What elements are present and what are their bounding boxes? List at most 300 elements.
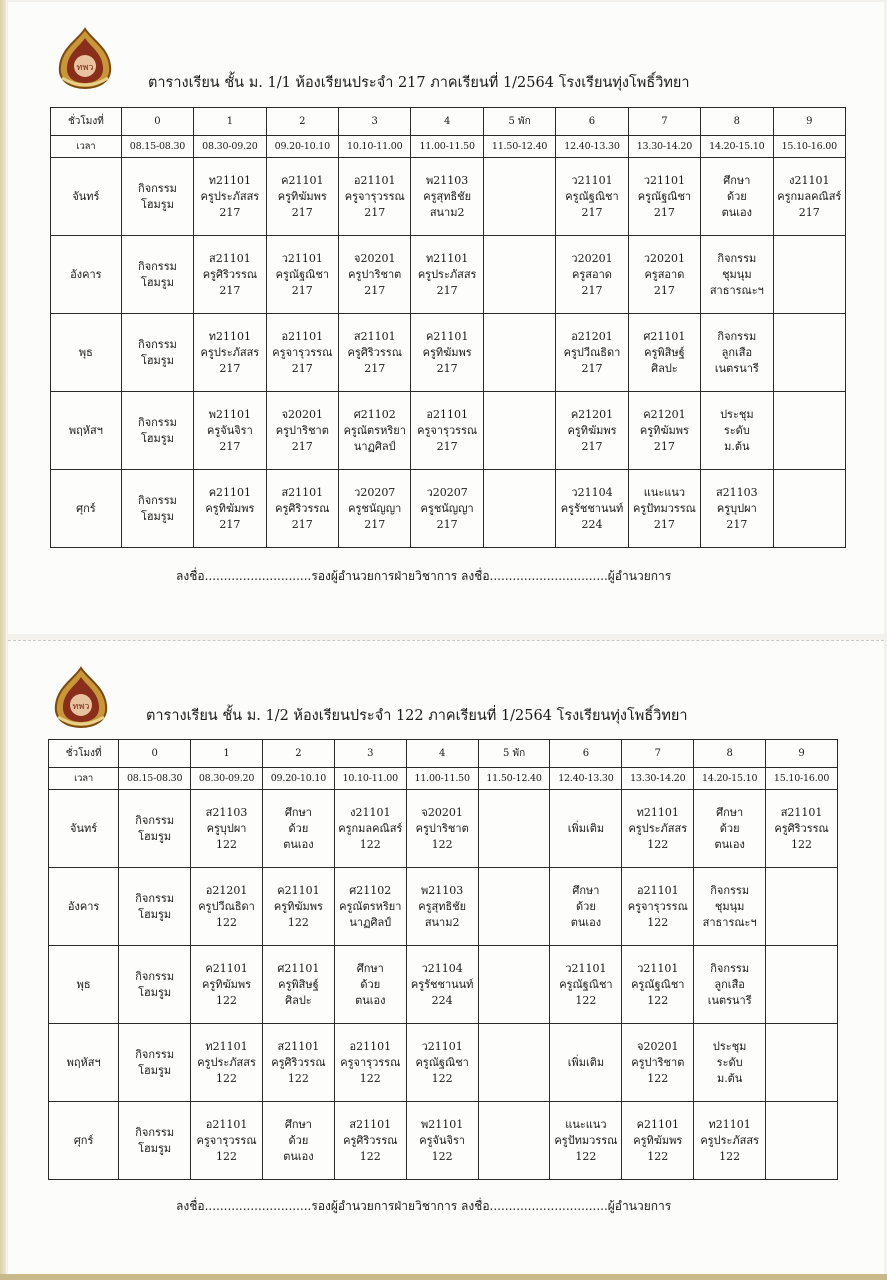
time-slot: 11.50-12.40 xyxy=(478,768,550,790)
period-header: 9 xyxy=(773,108,845,136)
class-cell xyxy=(701,236,773,314)
class-cell-line: ครูณัฐณิชา xyxy=(637,189,692,203)
class-cell-line: ค21201 xyxy=(643,407,686,421)
signature-line: ลงชื่อ............................รองผู้อำนวยการฝ่ายวิชาการ ลงชื่อ...............................ผู้อำนวยการ xyxy=(176,1199,672,1213)
class-cell-line: ศึกษา xyxy=(356,961,384,975)
empty-cell xyxy=(483,236,555,314)
class-cell-line: ลูกเสือ xyxy=(714,977,745,991)
period-header: 3 xyxy=(339,108,411,136)
class-cell xyxy=(556,236,628,314)
class-cell xyxy=(194,392,266,470)
class-cell-line: ระดับ xyxy=(716,1055,743,1069)
class-cell xyxy=(550,1024,622,1102)
class-cell-line: ด้วย xyxy=(360,977,381,991)
class-cell-line: ครูศิริวรรณ xyxy=(202,267,258,281)
period-header: 4 xyxy=(406,740,478,768)
class-cell xyxy=(694,790,766,868)
class-cell-line: ครูรัชชานนท์ xyxy=(410,977,474,991)
class-cell-line: 122 xyxy=(647,915,669,929)
class-cell-line: สนาม2 xyxy=(429,205,465,219)
class-cell xyxy=(339,314,411,392)
class-cell-line: โฮมรูม xyxy=(138,829,172,843)
class-cell-line: ครูปวีณธิดา xyxy=(198,899,255,913)
period-header: 1 xyxy=(191,740,263,768)
class-cell-line: กิจกรรม xyxy=(138,415,177,429)
class-cell-line: 217 xyxy=(364,361,386,375)
class-cell xyxy=(694,1102,766,1180)
class-cell xyxy=(191,790,263,868)
class-cell xyxy=(694,1024,766,1102)
class-cell-line: ตนเอง xyxy=(714,837,745,851)
class-cell-line: 217 xyxy=(436,517,458,531)
class-cell-line: ส21101 xyxy=(209,251,251,265)
class-cell-line: ครูปาริชาต xyxy=(631,1055,685,1069)
class-cell xyxy=(119,790,191,868)
class-cell-line: สาธารณะฯ xyxy=(702,915,757,929)
class-cell xyxy=(628,392,700,470)
class-cell-line: ครูทิฆัมพร xyxy=(633,1133,683,1147)
class-cell-line: แนะแนว xyxy=(643,485,686,499)
class-cell-line: 122 xyxy=(575,993,597,1007)
class-cell xyxy=(121,236,193,314)
class-cell-line: ครูทิฆัมพร xyxy=(639,423,689,437)
class-cell-line: ลูกเสือ xyxy=(721,345,753,359)
class-cell xyxy=(411,314,483,392)
class-cell-line: 122 xyxy=(216,1149,238,1163)
class-cell-line: 122 xyxy=(359,1071,381,1085)
class-cell-line: ครูประภัสสร xyxy=(700,1133,759,1147)
class-cell-line: ครูปาริชาต xyxy=(275,423,329,437)
class-cell-line: ท21101 xyxy=(636,805,679,819)
class-cell-line: ครูกมลคณิสร์ xyxy=(338,821,403,835)
class-cell-line: ครูชนัญญา xyxy=(420,501,474,515)
time-slot: 08.30-09.20 xyxy=(191,768,263,790)
class-cell xyxy=(121,392,193,470)
class-cell-line: ค21201 xyxy=(570,407,614,421)
class-cell-line: ศึกษา xyxy=(716,805,744,819)
class-cell-line: 217 xyxy=(581,439,603,453)
class-cell-line: 217 xyxy=(798,205,820,219)
class-cell xyxy=(701,314,773,392)
empty-cell xyxy=(478,790,550,868)
class-cell xyxy=(119,1024,191,1102)
class-cell-line: 217 xyxy=(364,283,386,297)
class-cell-line: 217 xyxy=(219,439,241,453)
period-header: 8 xyxy=(701,108,773,136)
class-cell-line: ท21101 xyxy=(208,173,251,187)
period-header: 7 xyxy=(628,108,700,136)
day-row xyxy=(51,470,846,548)
empty-cell xyxy=(483,158,555,236)
class-cell-line: ว20207 xyxy=(354,485,396,499)
class-cell-line: กิจกรรม xyxy=(138,493,177,507)
day-name: พุธ xyxy=(51,314,122,392)
class-cell-line: 224 xyxy=(581,517,603,531)
class-cell-line: ว21101 xyxy=(643,173,685,187)
class-cell-line: ด้วย xyxy=(288,1133,309,1147)
empty-cell xyxy=(483,392,555,470)
day-row xyxy=(49,1102,838,1180)
empty-cell xyxy=(478,868,550,946)
class-cell xyxy=(694,868,766,946)
class-cell-line: ด้วย xyxy=(288,821,309,835)
class-cell-line: 122 xyxy=(431,837,453,851)
class-cell-line: ค21101 xyxy=(277,883,320,897)
class-cell-line: เนตรนารี xyxy=(714,361,759,375)
class-cell-line: ครูทิฆัมพร xyxy=(205,501,255,515)
class-cell xyxy=(339,392,411,470)
class-cell-line: ว20207 xyxy=(426,485,468,499)
class-cell-line: ตนเอง xyxy=(721,205,753,219)
class-cell-line: กิจกรรม xyxy=(138,259,177,273)
class-cell-line: ด้วย xyxy=(726,189,747,203)
class-cell-line: ครูจารุวรรณ xyxy=(272,345,333,359)
class-cell xyxy=(119,946,191,1024)
day-name: พุธ xyxy=(49,946,119,1024)
class-cell-line: ครูประภัสสร xyxy=(200,189,260,203)
class-cell-line: ครูสุทธิชัย xyxy=(418,899,467,913)
schedule-sheet-2 xyxy=(8,640,884,1275)
empty-cell xyxy=(478,946,550,1024)
time-slot: 11.00-11.50 xyxy=(406,768,478,790)
class-cell-line: ว21101 xyxy=(565,961,607,975)
time-slot: 14.20-15.10 xyxy=(701,136,773,158)
class-cell-line: ครูจารุวรรณ xyxy=(344,189,405,203)
class-cell-line: ด้วย xyxy=(576,899,596,913)
class-cell-line: ครูปัทมวรรณ xyxy=(632,501,696,515)
class-cell-line: ครูจันจิรา xyxy=(419,1133,466,1147)
class-cell xyxy=(406,790,478,868)
class-cell xyxy=(550,1102,622,1180)
class-cell-line: อ21101 xyxy=(281,329,324,343)
period-header: 8 xyxy=(694,740,766,768)
class-cell-line: ท21101 xyxy=(426,251,469,265)
class-cell-line: ครูประภัสสร xyxy=(628,821,688,835)
class-cell-line: ครูสอาด xyxy=(644,267,685,281)
empty-cell xyxy=(773,470,845,548)
time-slot: 08.15-08.30 xyxy=(119,768,191,790)
class-cell-line: 122 xyxy=(791,837,813,851)
class-cell-line: ด้วย xyxy=(719,821,740,835)
class-cell xyxy=(266,158,338,236)
time-header-label: เวลา xyxy=(51,136,122,158)
day-name: ศุกร์ xyxy=(51,470,122,548)
class-cell-line: ศึกษา xyxy=(284,1117,312,1131)
class-cell-line: ครูณัตรหริยา xyxy=(339,899,402,913)
class-cell-line: ศ21101 xyxy=(277,961,320,975)
class-cell-line: พ21101 xyxy=(421,1117,464,1131)
day-name: อังคาร xyxy=(51,236,122,314)
time-slot: 09.20-10.10 xyxy=(262,768,334,790)
class-cell-line: จ20201 xyxy=(421,805,463,819)
schedule-title: ตารางเรียน ชั้น ม. 1/1 ห้องเรียนประจำ 217 ภาคเรียนที่ 1/2564 โรงเรียนทุ่งโพธิ์วิทยา xyxy=(148,75,690,91)
empty-cell xyxy=(773,236,845,314)
class-cell-line: ครูพิสิษฐ์ xyxy=(278,977,319,991)
empty-cell xyxy=(478,1024,550,1102)
class-cell-line: จ20201 xyxy=(281,407,324,421)
class-cell-line: 217 xyxy=(581,205,603,219)
class-cell xyxy=(701,158,773,236)
class-cell-line: 122 xyxy=(216,1071,238,1085)
class-cell-line: ครูจันจิรา xyxy=(207,423,253,437)
empty-cell xyxy=(773,314,845,392)
class-cell-line: กิจกรรม xyxy=(717,251,757,265)
svg-text:ทพว: ทพว xyxy=(72,702,90,712)
class-cell xyxy=(191,1024,263,1102)
class-cell-line: เนตรนารี xyxy=(707,993,752,1007)
class-cell-line: ตนเอง xyxy=(570,915,602,929)
class-cell xyxy=(194,470,266,548)
day-row xyxy=(51,236,846,314)
time-slot: 11.00-11.50 xyxy=(411,136,483,158)
class-cell-line: ครูทิฆัมพร xyxy=(273,899,323,913)
class-cell-line: ครูณัฐณิชา xyxy=(631,977,685,991)
class-cell-line: ท21101 xyxy=(708,1117,751,1131)
class-cell-line: 122 xyxy=(359,1149,381,1163)
class-cell-line: พ21101 xyxy=(208,407,251,421)
signature-line: ลงชื่อ............................รองผู้อำนวยการฝ่ายวิชาการ ลงชื่อ...............................ผู้อำนวยการ xyxy=(176,569,672,583)
class-cell-line: เพิ่มเติม xyxy=(567,1055,605,1069)
class-cell-line: 217 xyxy=(364,517,386,531)
class-cell-line: 217 xyxy=(581,361,603,375)
class-cell-line: ครูจารุวรรณ xyxy=(340,1055,401,1069)
class-cell-line: ครูชนัญญา xyxy=(348,501,402,515)
day-name: จันทร์ xyxy=(51,158,122,236)
class-cell xyxy=(406,868,478,946)
class-cell xyxy=(622,1024,694,1102)
schedule-sheet-1 xyxy=(8,2,884,634)
time-header-label: เวลา xyxy=(49,768,119,790)
period-header: 5 พัก xyxy=(483,108,555,136)
class-cell-line: 217 xyxy=(291,439,313,453)
time-slot: 08.15-08.30 xyxy=(121,136,193,158)
time-slot: 09.20-10.10 xyxy=(266,136,338,158)
class-cell-line: 217 xyxy=(364,205,386,219)
class-cell-line: ครูทิฆัมพร xyxy=(201,977,252,991)
class-cell-line: ครูกมลคณิสร์ xyxy=(777,189,842,203)
day-name: พฤหัสฯ xyxy=(51,392,122,470)
class-cell-line: ว20201 xyxy=(571,251,613,265)
class-cell xyxy=(262,1102,334,1180)
empty-cell xyxy=(483,470,555,548)
class-cell-line: 122 xyxy=(431,1071,453,1085)
class-cell-line: ส21101 xyxy=(780,805,823,819)
class-cell xyxy=(191,946,263,1024)
class-cell-line: 217 xyxy=(219,205,241,219)
empty-cell xyxy=(483,314,555,392)
time-slot: 11.50-12.40 xyxy=(483,136,555,158)
class-cell-line: สนาม2 xyxy=(424,915,460,929)
class-cell xyxy=(550,868,622,946)
class-cell xyxy=(262,946,334,1024)
class-cell xyxy=(622,868,694,946)
class-cell-line: 217 xyxy=(219,283,241,297)
time-slot: 13.30-14.20 xyxy=(622,768,694,790)
class-cell xyxy=(339,158,411,236)
class-cell-line: ครูประภัสสร xyxy=(200,345,260,359)
class-cell-line: อ21201 xyxy=(205,883,248,897)
class-cell-line: ศิลปะ xyxy=(651,361,678,375)
day-row xyxy=(49,790,838,868)
class-cell-line: 217 xyxy=(291,517,313,531)
class-cell xyxy=(262,1024,334,1102)
class-cell-line: กิจกรรม xyxy=(138,337,177,351)
class-cell-line: ครูประภัสสร xyxy=(417,267,477,281)
class-cell-line: ศึกษา xyxy=(572,883,600,897)
class-cell-line: ประชุม xyxy=(712,1039,747,1053)
class-cell xyxy=(556,314,628,392)
class-cell-line: ค21101 xyxy=(205,961,248,975)
empty-cell xyxy=(766,1024,838,1102)
class-cell-line: 217 xyxy=(219,517,241,531)
class-cell-line: ครูจารุวรรณ xyxy=(196,1133,257,1147)
class-cell-line: ส21103 xyxy=(205,805,248,819)
day-row xyxy=(49,1024,838,1102)
class-cell xyxy=(339,470,411,548)
class-cell xyxy=(194,236,266,314)
class-cell xyxy=(334,946,406,1024)
class-cell-line: 122 xyxy=(216,993,238,1007)
class-cell-line: อ21101 xyxy=(353,173,396,187)
class-cell xyxy=(411,392,483,470)
class-cell xyxy=(622,790,694,868)
class-cell xyxy=(406,1024,478,1102)
period-header: 5 พัก xyxy=(478,740,550,768)
class-cell-line: ส21101 xyxy=(281,485,324,499)
svg-text:ทพว: ทพว xyxy=(76,63,94,73)
class-cell-line: ครูศิริวรรณ xyxy=(343,1133,398,1147)
class-cell-line: ว21101 xyxy=(637,961,679,975)
school-emblem-icon xyxy=(48,665,114,731)
class-cell xyxy=(556,158,628,236)
class-cell-line: ส21101 xyxy=(277,1039,320,1053)
class-cell xyxy=(556,392,628,470)
time-slot: 12.40-13.30 xyxy=(550,768,622,790)
class-cell-line: 217 xyxy=(726,517,748,531)
time-slot: 12.40-13.30 xyxy=(556,136,628,158)
empty-cell xyxy=(478,1102,550,1180)
class-cell xyxy=(194,158,266,236)
class-cell-line: เพิ่มเติม xyxy=(567,821,605,835)
class-cell-line: ตนเอง xyxy=(355,993,386,1007)
class-cell xyxy=(266,392,338,470)
class-cell xyxy=(406,946,478,1024)
class-cell-line: ศ21102 xyxy=(349,883,392,897)
class-cell xyxy=(334,868,406,946)
day-row xyxy=(51,392,846,470)
class-cell xyxy=(773,158,845,236)
class-cell-line: ว21104 xyxy=(571,485,613,499)
class-cell xyxy=(262,868,334,946)
class-cell-line: อ21101 xyxy=(349,1039,392,1053)
class-cell xyxy=(628,470,700,548)
class-cell-line: แนะแนว xyxy=(565,1117,607,1131)
class-cell xyxy=(701,392,773,470)
class-cell-line: 122 xyxy=(647,837,669,851)
class-cell-line: 217 xyxy=(291,283,313,297)
time-slot: 15.10-16.00 xyxy=(773,136,845,158)
class-cell xyxy=(694,946,766,1024)
paper-edge xyxy=(0,0,6,1280)
school-emblem-icon xyxy=(52,26,118,92)
period-header: 3 xyxy=(334,740,406,768)
class-cell-line: ครูรัชชานนท์ xyxy=(560,501,624,515)
class-cell-line: 122 xyxy=(359,837,381,851)
class-cell-line: นาฏศิลป์ xyxy=(349,915,392,929)
class-cell-line: อ21201 xyxy=(571,329,613,343)
class-cell-line: กิจกรรม xyxy=(135,813,175,827)
empty-cell xyxy=(766,868,838,946)
class-cell-line: ประชุม xyxy=(720,407,754,421)
class-cell xyxy=(334,1102,406,1180)
class-cell-line: ครูศิริวรรณ xyxy=(347,345,402,359)
class-cell-line: กิจกรรม xyxy=(717,329,757,343)
class-cell-line: ว21104 xyxy=(421,961,463,975)
class-cell-line: ศึกษา xyxy=(723,173,751,187)
paper-bottom-edge xyxy=(0,1274,887,1280)
class-cell xyxy=(266,236,338,314)
class-cell-line: พ21103 xyxy=(426,173,469,187)
class-cell-line: ครูบุปผา xyxy=(716,501,757,515)
class-cell-line: กิจกรรม xyxy=(135,1125,175,1139)
class-cell xyxy=(550,946,622,1024)
class-cell-line: 217 xyxy=(291,205,313,219)
period-header: 2 xyxy=(266,108,338,136)
time-slot: 08.30-09.20 xyxy=(194,136,266,158)
class-cell-line: ครูจารุวรรณ xyxy=(627,899,688,913)
class-cell-line: ครูปาริชาต xyxy=(348,267,402,281)
class-cell-line: 217 xyxy=(291,361,313,375)
period-header: 6 xyxy=(550,740,622,768)
period-header: 7 xyxy=(622,740,694,768)
day-row xyxy=(51,314,846,392)
class-cell-line: โฮมรูม xyxy=(140,197,174,211)
class-cell-line: โฮมรูม xyxy=(140,275,174,289)
schedule-title: ตารางเรียน ชั้น ม. 1/2 ห้องเรียนประจำ 122 ภาคเรียนที่ 1/2564 โรงเรียนทุ่งโพธิ์วิทยา xyxy=(146,708,688,724)
class-cell xyxy=(121,470,193,548)
class-cell-line: ครูประภัสสร xyxy=(197,1055,256,1069)
class-cell xyxy=(701,470,773,548)
empty-cell xyxy=(766,946,838,1024)
class-cell xyxy=(628,158,700,236)
empty-cell xyxy=(773,392,845,470)
class-cell-line: 122 xyxy=(216,837,238,851)
class-cell-line: 122 xyxy=(216,915,238,929)
class-cell xyxy=(262,790,334,868)
class-cell-line: ครูทิฆัมพร xyxy=(567,423,617,437)
class-cell-line: จ20201 xyxy=(354,251,396,265)
class-cell-line: ค21101 xyxy=(636,1117,679,1131)
class-cell-line: พ21103 xyxy=(421,883,464,897)
class-cell-line: 217 xyxy=(653,205,675,219)
class-cell-line: ครูณัตรหริยา xyxy=(343,423,406,437)
class-cell-line: 122 xyxy=(287,915,309,929)
class-cell-line: ครูสอาด xyxy=(572,267,612,281)
class-cell-line: ตนเอง xyxy=(283,1149,314,1163)
class-cell-line: 217 xyxy=(653,517,675,531)
class-cell-line: 217 xyxy=(436,283,458,297)
class-cell xyxy=(121,314,193,392)
class-cell-line: ครูศิริวรรณ xyxy=(275,501,330,515)
class-cell-line: ท21101 xyxy=(205,1039,248,1053)
class-cell-line: โฮมรูม xyxy=(140,509,174,523)
period-header-label: ชั่วโมงที่ xyxy=(51,108,122,136)
class-cell xyxy=(411,236,483,314)
class-cell-line: ครูทิฆัมพร xyxy=(277,189,327,203)
class-cell-line: อ21101 xyxy=(426,407,468,421)
class-cell xyxy=(334,790,406,868)
class-cell xyxy=(622,946,694,1024)
